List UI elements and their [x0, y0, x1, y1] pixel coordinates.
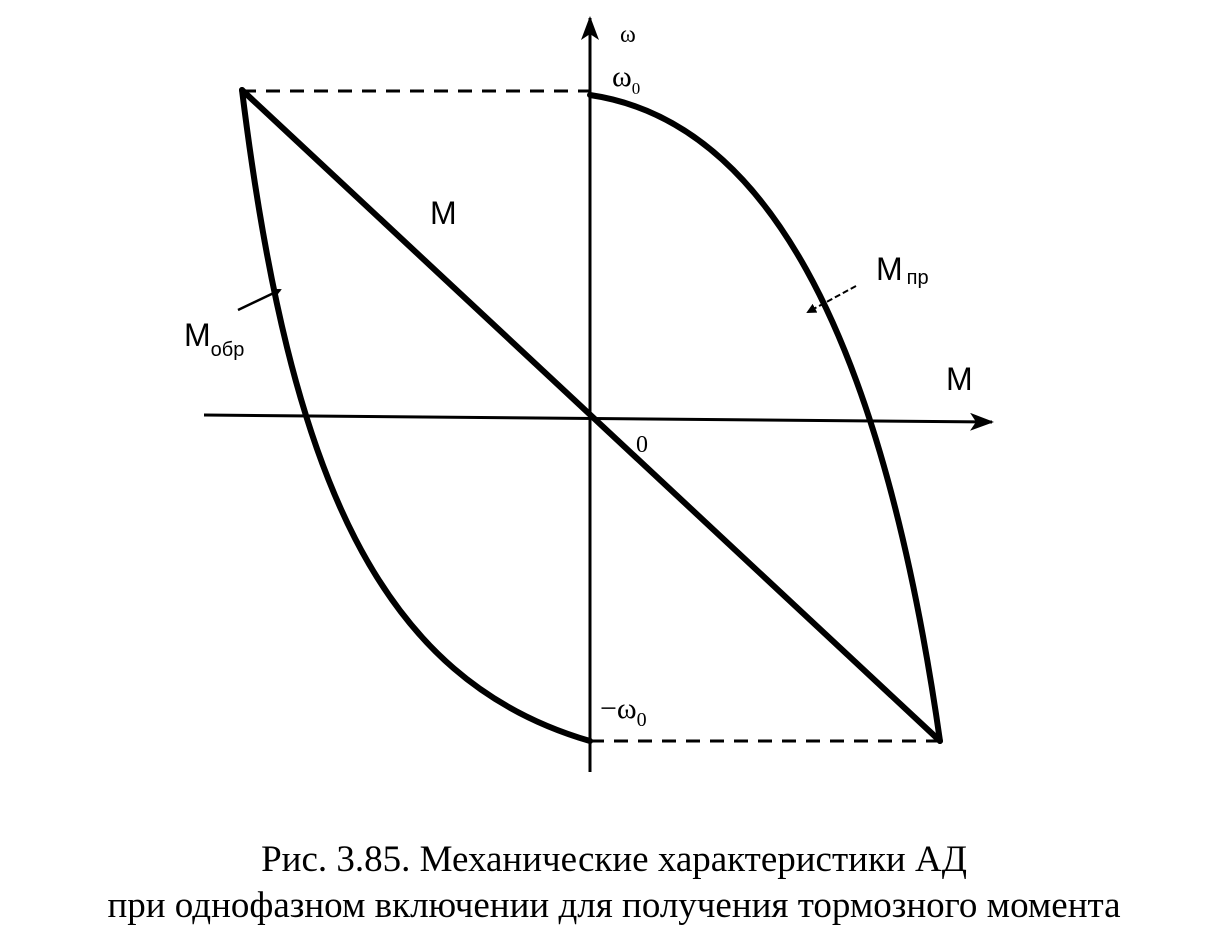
origin-label: 0 [636, 432, 648, 458]
y-axis-label: ω [620, 22, 636, 48]
x-axis-label: M [946, 361, 973, 397]
curve-m-label: M [430, 195, 457, 231]
omega0-bottom-label: $-\omega_0$ [600, 692, 647, 731]
figure-caption-line-2: при однофазном включении для получения тормозного момента [107, 885, 1121, 926]
curve-mobr-label: $M_{обр}$ [184, 317, 245, 361]
omega0-top-label: $\omega_0$ [612, 60, 641, 98]
figure-caption-line-1: Рис. 3.85. Механические характеристики АД [261, 839, 967, 880]
curve-mpr-label: Mпр [876, 251, 929, 289]
